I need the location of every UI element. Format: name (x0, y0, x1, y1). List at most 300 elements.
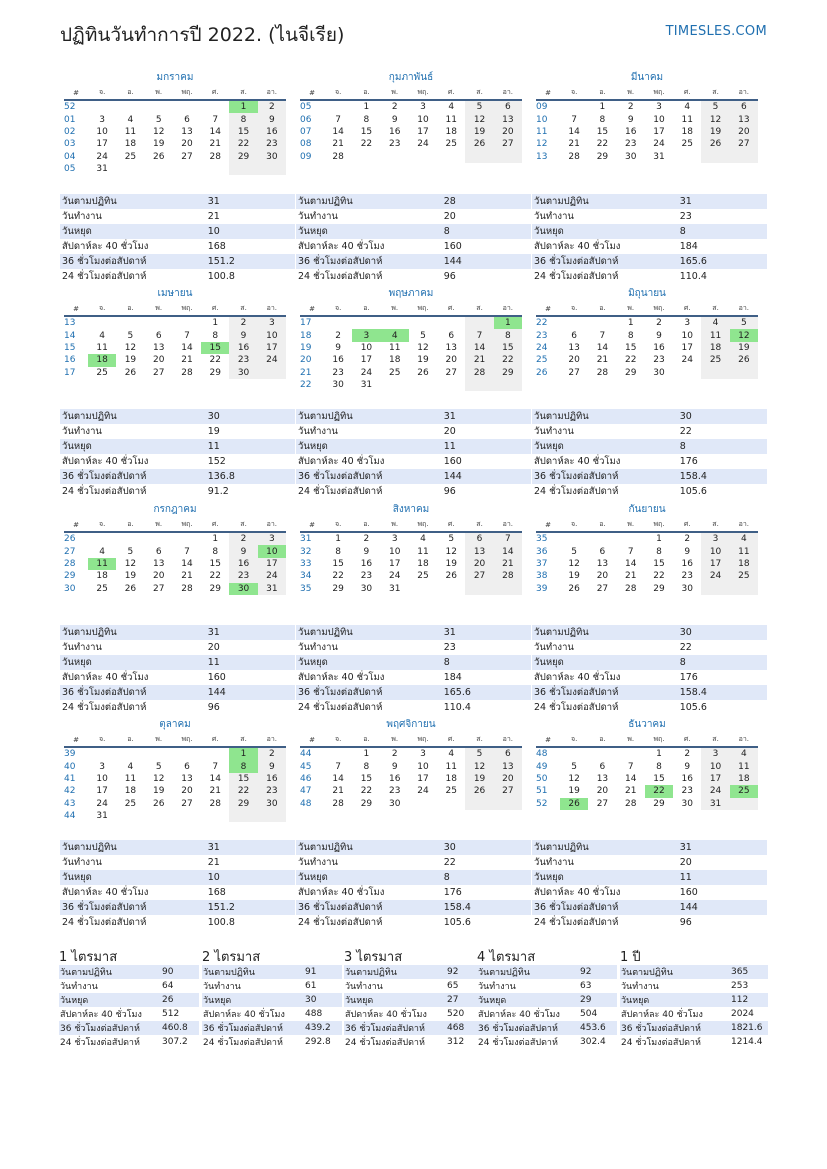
day-cell: 8 (494, 329, 522, 341)
day-cell: 21 (494, 558, 522, 570)
day-cell: 20 (494, 773, 522, 785)
day-cell: 15 (229, 126, 257, 138)
stat-value: 29 (579, 993, 617, 1007)
weekday-header: ศ. (201, 733, 229, 747)
week-number: 17 (300, 318, 312, 329)
day-cell: 4 (127, 114, 134, 125)
week-row (64, 798, 286, 810)
day-cell: 26 (465, 785, 493, 797)
week-number: 40 (64, 761, 76, 772)
week-row (64, 532, 286, 545)
day-cell: 11 (730, 545, 758, 557)
stat-label: สัปดาห์ละ 40 ชั่วโมง (534, 241, 621, 252)
stat-label: สัปดาห์ละ 40 ชั่วโมง (298, 456, 385, 467)
day-cell: 24 (96, 798, 108, 809)
stat-row (296, 209, 531, 224)
day-cell: 16 (229, 558, 257, 570)
day-cell: 28 (494, 570, 522, 582)
weekday-header: ส. (465, 733, 493, 747)
day-cell: 8 (599, 114, 606, 125)
day-cell: 18 (701, 342, 729, 354)
stat-value: 11 (442, 439, 531, 454)
week-number: 13 (64, 318, 76, 329)
stat-label: สัปดาห์ละ 40 ชั่วโมง (534, 456, 621, 467)
day-cell: 4 (127, 761, 134, 772)
week-row (64, 342, 286, 354)
month-stats (60, 840, 295, 930)
stat-row (532, 685, 767, 700)
day-cell: 7 (627, 761, 634, 772)
day-cell (258, 163, 286, 175)
summary-stats (477, 965, 617, 1049)
day-cell: 14 (465, 342, 493, 354)
month-grid (536, 733, 758, 810)
day-cell: 7 (335, 114, 341, 125)
stat-row (60, 209, 295, 224)
stat-row (296, 625, 531, 640)
stat-label: วันตามปฏิทิน (532, 194, 678, 209)
stat-row (296, 469, 531, 484)
day-cell: 15 (596, 126, 609, 137)
day-cell: 5 (155, 114, 162, 125)
day-cell (560, 532, 588, 545)
stat-row (620, 1007, 768, 1021)
stat-value: 292.8 (305, 1037, 331, 1047)
day-cell: 25 (124, 151, 137, 162)
week-number: 49 (536, 761, 548, 772)
week-number-header: # (64, 733, 88, 747)
day-cell: 10 (417, 114, 429, 125)
week-row (300, 785, 522, 797)
weekday-header: ศ. (201, 302, 229, 316)
day-cell: 30 (229, 367, 257, 379)
month-grid (536, 302, 758, 379)
weekday-header: ศ. (673, 302, 701, 316)
day-cell: 12 (568, 773, 580, 784)
day-cell (258, 810, 286, 822)
day-cell: 19 (568, 786, 580, 797)
day-cell: 1 (212, 318, 219, 329)
stat-row (60, 269, 295, 284)
week-row (300, 558, 522, 570)
day-cell: 13 (445, 342, 457, 353)
stat-value: 30 (304, 993, 342, 1007)
week-number: 07 (300, 126, 312, 137)
day-cell: 26 (560, 798, 588, 810)
stat-label: วันตามปฏิทิน (60, 625, 206, 640)
day-cell: 19 (730, 342, 758, 354)
month-grid (300, 518, 522, 595)
stat-value: 168 (207, 887, 226, 898)
weekday-header: อ. (116, 86, 144, 100)
day-cell (88, 747, 116, 760)
stat-value: 176 (443, 887, 462, 898)
week-row (64, 367, 286, 379)
day-cell: 5 (127, 330, 134, 341)
month-calendar (536, 286, 758, 379)
day-cell: 23 (388, 786, 401, 797)
stat-label: 24 ชั่วโมงต่อสัปดาห์ (534, 917, 619, 928)
day-cell: 13 (494, 113, 522, 125)
day-cell: 5 (127, 546, 134, 557)
stat-value: 158.4 (678, 685, 767, 700)
day-cell: 9 (391, 114, 398, 125)
day-cell: 25 (681, 139, 693, 150)
day-cell: 17 (360, 355, 373, 366)
day-cell (409, 379, 437, 391)
day-cell: 16 (624, 126, 637, 137)
day-cell: 31 (701, 798, 729, 810)
stat-label: 24 ชั่วโมงต่อสัปดาห์ (534, 702, 619, 713)
day-cell: 19 (465, 773, 493, 785)
day-cell: 13 (730, 113, 758, 125)
stat-label: สัปดาห์ละ 40 ชั่วโมง (534, 672, 621, 683)
stat-value: 92 (446, 965, 484, 979)
day-cell: 30 (681, 798, 693, 809)
day-cell: 7 (184, 330, 190, 341)
day-cell: 10 (701, 545, 729, 557)
day-cell: 15 (332, 558, 344, 569)
day-cell: 18 (681, 126, 693, 137)
day-cell (701, 583, 729, 595)
stat-label: 36 ชั่วโมงต่อสัปดาห์ (60, 900, 206, 915)
stat-value: 11 (678, 870, 767, 885)
day-cell: 27 (152, 583, 165, 594)
week-number: 13 (536, 151, 548, 162)
weekday-header: อ. (352, 86, 380, 100)
stat-label: วันทำงาน (534, 211, 574, 222)
stat-value: 20 (207, 642, 220, 653)
day-cell: 17 (258, 558, 286, 570)
day-cell: 6 (599, 761, 606, 772)
week-number: 26 (536, 367, 548, 378)
day-cell: 11 (701, 329, 729, 341)
day-cell (701, 367, 729, 379)
day-cell: 23 (258, 138, 286, 150)
stat-row (296, 655, 531, 670)
day-cell: 24 (360, 367, 373, 378)
week-number: 46 (300, 773, 312, 784)
stat-value: 8 (442, 870, 531, 885)
stat-row (296, 670, 531, 685)
week-number: 34 (300, 571, 312, 582)
stat-value: 520 (447, 1009, 465, 1019)
month-name: กันยายน (628, 504, 666, 515)
day-cell: 9 (335, 342, 341, 353)
month-grid (64, 86, 286, 175)
stat-label: วันหยุด (532, 655, 678, 670)
day-cell: 31 (258, 583, 286, 595)
stat-label: 24 ชั่วโมงต่อสัปดาห์ (298, 271, 383, 282)
week-number: 09 (536, 102, 548, 113)
week-row (300, 138, 522, 150)
weekday-header: ส. (229, 518, 257, 532)
page-title: ปฏิทินวันทำการปี 2022. (ไนจีเรีย) (60, 24, 345, 46)
stat-row (532, 885, 767, 900)
stat-row (296, 424, 531, 439)
summary-title: 2 ไตรมาส (202, 950, 261, 965)
week-number: 42 (64, 786, 76, 797)
day-cell: 27 (494, 785, 522, 797)
stat-label: วันตามปฏิทิน (296, 840, 442, 855)
week-number: 06 (300, 114, 312, 125)
day-cell: 23 (681, 786, 693, 797)
day-cell: 2 (391, 102, 398, 113)
stat-label: วันตามปฏิทิน (532, 625, 678, 640)
summary-title: 4 ไตรมาส (477, 950, 536, 965)
day-cell: 3 (701, 747, 729, 760)
stat-value: 512 (162, 1009, 180, 1019)
stat-value: 96 (443, 271, 456, 282)
day-cell: 9 (684, 546, 691, 557)
stat-row (344, 1021, 484, 1035)
day-cell: 26 (152, 798, 165, 809)
week-number: 03 (64, 139, 76, 150)
day-cell: 2 (258, 100, 286, 113)
stat-label: 36 ชั่วโมงต่อสัปดาห์ (296, 469, 442, 484)
stat-label: วันหยุด (202, 993, 304, 1007)
day-cell: 26 (124, 367, 137, 378)
day-cell (437, 379, 465, 391)
stat-row (532, 224, 767, 239)
month-name: มีนาคม (630, 72, 664, 83)
weekday-header: ศ. (437, 302, 465, 316)
stat-value: 22 (679, 426, 692, 437)
day-cell: 6 (571, 330, 577, 341)
day-cell: 9 (258, 760, 286, 772)
day-cell: 24 (388, 571, 401, 582)
day-cell: 10 (96, 773, 108, 784)
stat-value: 144 (442, 254, 531, 269)
stat-value: 365 (730, 965, 768, 979)
day-cell: 11 (730, 760, 758, 772)
day-cell: 2 (335, 330, 341, 341)
day-cell: 4 (420, 534, 426, 545)
week-number: 51 (536, 786, 548, 797)
day-cell (588, 316, 616, 329)
weekday-header: จ. (324, 518, 352, 532)
stat-value: 8 (678, 224, 767, 239)
stat-row (477, 1021, 617, 1035)
stat-row (60, 640, 295, 655)
weekday-header: ส. (701, 518, 729, 532)
week-number: 50 (536, 773, 548, 784)
stat-value: 488 (305, 1009, 323, 1019)
day-cell: 21 (332, 139, 344, 150)
day-cell: 21 (209, 786, 221, 797)
week-number: 44 (64, 811, 76, 822)
weekday-header: อ. (352, 302, 380, 316)
weekday-header: พฤ. (645, 518, 673, 532)
day-cell: 16 (332, 355, 344, 366)
day-cell: 22 (653, 571, 665, 582)
stat-row (59, 965, 199, 979)
stat-row (60, 484, 295, 499)
day-cell (560, 747, 588, 760)
day-cell: 5 (571, 761, 577, 772)
stat-value: 2024 (731, 1009, 754, 1019)
stat-row (60, 915, 295, 930)
weekday-header: อา. (730, 302, 758, 316)
stat-value: 468 (446, 1021, 484, 1035)
day-cell (88, 316, 116, 329)
day-cell: 18 (388, 355, 401, 366)
day-cell: 3 (391, 534, 398, 545)
day-cell (173, 532, 201, 545)
stat-value: 20 (443, 211, 456, 222)
day-cell: 19 (568, 571, 580, 582)
summary-title: 3 ไตรมาส (344, 950, 403, 965)
day-cell: 16 (653, 342, 665, 353)
stat-label: วันหยุด (344, 993, 446, 1007)
day-cell: 7 (184, 546, 190, 557)
stat-row (60, 670, 295, 685)
day-cell (352, 316, 380, 329)
day-cell: 3 (684, 318, 691, 329)
stat-label: วันตามปฏิทิน (60, 409, 206, 424)
day-cell: 6 (155, 546, 162, 557)
week-row (300, 760, 522, 772)
stat-row (532, 870, 767, 885)
week-number: 05 (300, 102, 312, 113)
week-number: 52 (536, 798, 548, 809)
stat-value: 105.6 (679, 702, 707, 713)
stat-row (296, 194, 531, 209)
weekday-header: ส. (701, 302, 729, 316)
day-cell: 13 (152, 342, 165, 353)
stat-row (296, 840, 531, 855)
stat-row (296, 885, 531, 900)
week-number: 01 (64, 114, 76, 125)
day-cell (116, 100, 144, 113)
stat-row (60, 239, 295, 254)
day-cell: 22 (596, 139, 609, 150)
day-cell: 26 (152, 151, 165, 162)
week-number: 10 (536, 114, 548, 125)
week-row (536, 570, 758, 582)
day-cell: 5 (571, 546, 577, 557)
day-cell: 24 (653, 139, 665, 150)
stat-row (532, 239, 767, 254)
weekday-header: จ. (88, 86, 116, 100)
week-row (64, 100, 286, 113)
week-row (536, 760, 758, 772)
day-cell: 20 (730, 126, 758, 138)
stat-row (296, 269, 531, 284)
day-cell: 27 (445, 367, 457, 378)
week-row (300, 113, 522, 125)
week-row (300, 342, 522, 354)
week-row (300, 151, 522, 163)
week-number: 52 (64, 102, 76, 113)
day-cell: 4 (701, 316, 729, 329)
stat-row (296, 439, 531, 454)
stat-label: วันทำงาน (534, 426, 574, 437)
day-cell: 10 (701, 760, 729, 772)
week-row (64, 354, 286, 366)
stat-value: 91 (304, 965, 342, 979)
day-cell: 18 (730, 773, 758, 785)
day-cell: 3 (99, 114, 105, 125)
week-number: 09 (300, 151, 312, 162)
week-number: 05 (64, 164, 76, 175)
weekday-header: พฤ. (409, 518, 437, 532)
weekday-header: อา. (494, 302, 522, 316)
day-cell: 6 (599, 546, 606, 557)
day-cell: 3 (258, 532, 286, 545)
day-cell: 7 (627, 546, 634, 557)
weekday-header: จ. (560, 733, 588, 747)
day-cell: 5 (155, 761, 162, 772)
month-stats (296, 625, 531, 715)
brand-logo[interactable]: TIMESLES.COM (665, 24, 767, 39)
week-number: 38 (536, 571, 548, 582)
stat-label: วันทำงาน (62, 211, 102, 222)
week-row (536, 113, 758, 125)
week-number: 30 (64, 583, 76, 594)
weekday-header: ส. (465, 302, 493, 316)
stat-row (344, 979, 484, 993)
day-cell: 17 (258, 342, 286, 354)
stat-row (477, 979, 617, 993)
stat-value: 144 (678, 900, 767, 915)
day-cell: 10 (360, 342, 373, 353)
day-cell: 20 (596, 571, 609, 582)
stat-value: 28 (442, 194, 531, 209)
stat-row (532, 454, 767, 469)
stat-value: 30 (206, 409, 295, 424)
day-cell: 14 (209, 126, 221, 137)
day-cell: 13 (181, 126, 193, 137)
stat-value: 460.8 (161, 1021, 199, 1035)
weekday-header: พฤ. (409, 733, 437, 747)
day-cell: 31 (96, 164, 108, 175)
weekday-header: อา. (258, 302, 286, 316)
day-cell: 12 (124, 558, 137, 569)
stat-label: วันหยุด (59, 993, 161, 1007)
week-row (300, 532, 522, 545)
week-row (300, 379, 522, 391)
day-cell: 7 (465, 329, 493, 341)
day-cell: 28 (596, 367, 609, 378)
day-cell: 14 (332, 773, 344, 784)
stat-row (532, 840, 767, 855)
stat-label: สัปดาห์ละ 40 ชั่วโมง (62, 456, 149, 467)
stat-value: 96 (679, 917, 692, 928)
day-cell: 20 (181, 786, 193, 797)
day-cell: 9 (229, 329, 257, 341)
summary-title: 1 ไตรมาส (59, 950, 118, 965)
week-row (300, 354, 522, 366)
week-number: 32 (300, 546, 312, 557)
day-cell: 8 (212, 330, 219, 341)
stat-value: 160 (443, 241, 462, 252)
day-cell: 22 (494, 354, 522, 366)
day-cell (381, 379, 409, 391)
weekday-header: อ. (588, 86, 616, 100)
stat-label: วันทำงาน (298, 426, 338, 437)
stat-row (60, 855, 295, 870)
month-stats (296, 409, 531, 499)
day-cell: 22 (645, 785, 673, 797)
day-cell: 23 (332, 367, 344, 378)
day-cell: 4 (99, 546, 105, 557)
stat-value: 1214.4 (731, 1037, 763, 1047)
day-cell: 11 (681, 114, 693, 125)
month-grid (300, 86, 522, 163)
stat-label: วันตามปฏิทิน (532, 840, 678, 855)
day-cell: 1 (599, 102, 606, 113)
